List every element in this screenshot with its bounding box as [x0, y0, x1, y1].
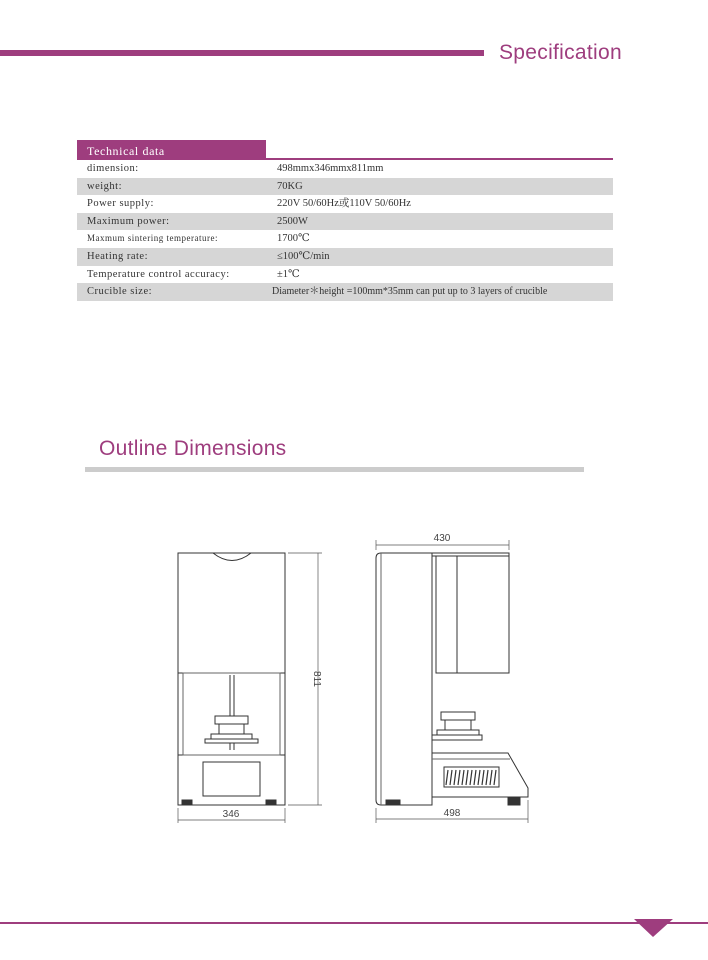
side-dimensions [376, 540, 528, 823]
row-value: ±1℃ [277, 268, 300, 280]
footer-rule [0, 922, 708, 924]
row-key: Maxmum sintering temperature: [87, 233, 218, 244]
side-crucible-mid [445, 720, 471, 730]
side-tray [432, 735, 482, 740]
row-value: 220V 50/60Hz或110V 50/60Hz [277, 198, 411, 210]
row-key: Crucible size: [87, 286, 153, 298]
page-title: Specification [499, 41, 622, 64]
row-value: 1700℃ [277, 233, 310, 245]
side-crucible-base [437, 730, 479, 735]
row-key: Heating rate: [87, 250, 149, 262]
front-dimensions [178, 553, 322, 823]
dim-front-width: 346 [222, 809, 240, 820]
row-value: 70KG [277, 180, 303, 192]
row-key: Power supply: [87, 198, 154, 210]
side-foot-right [508, 797, 520, 805]
spec-table-heading: Technical data [77, 140, 266, 160]
side-base [432, 753, 528, 797]
side-furnace-head [457, 556, 509, 673]
front-view [178, 553, 285, 805]
dim-height: 811 [311, 671, 322, 687]
side-back-panel [376, 553, 432, 805]
side-foot-left [386, 800, 400, 805]
front-crucible-mid [219, 724, 244, 734]
row-key: weight: [87, 180, 122, 192]
outline-title: Outline Dimensions [99, 437, 287, 460]
front-crucible-base [211, 734, 252, 739]
row-value: 498mmx346mmx811mm [277, 163, 384, 174]
dim-top-width: 430 [433, 533, 451, 544]
dim-side-depth: 498 [443, 808, 461, 819]
row-value: Diameter＊height =100mm*35mm can put up to 3 layers of crucible [272, 286, 548, 298]
front-body [178, 553, 285, 805]
front-top-notch [213, 553, 251, 561]
side-lift-column [436, 556, 457, 673]
side-view [376, 553, 528, 805]
row-value: 2500W [277, 215, 308, 227]
row-value: ≤100℃/min [277, 250, 330, 262]
front-crucible-top [215, 716, 248, 724]
front-display-panel [203, 762, 260, 796]
side-crucible-top [441, 712, 475, 720]
row-key: Maximum power: [87, 215, 170, 227]
front-foot-left [182, 800, 192, 805]
front-tray [205, 739, 258, 743]
row-key: Temperature control accuracy: [87, 268, 230, 280]
side-vent-slots [446, 770, 496, 785]
row-key: dimension: [87, 163, 139, 174]
front-foot-right [266, 800, 276, 805]
